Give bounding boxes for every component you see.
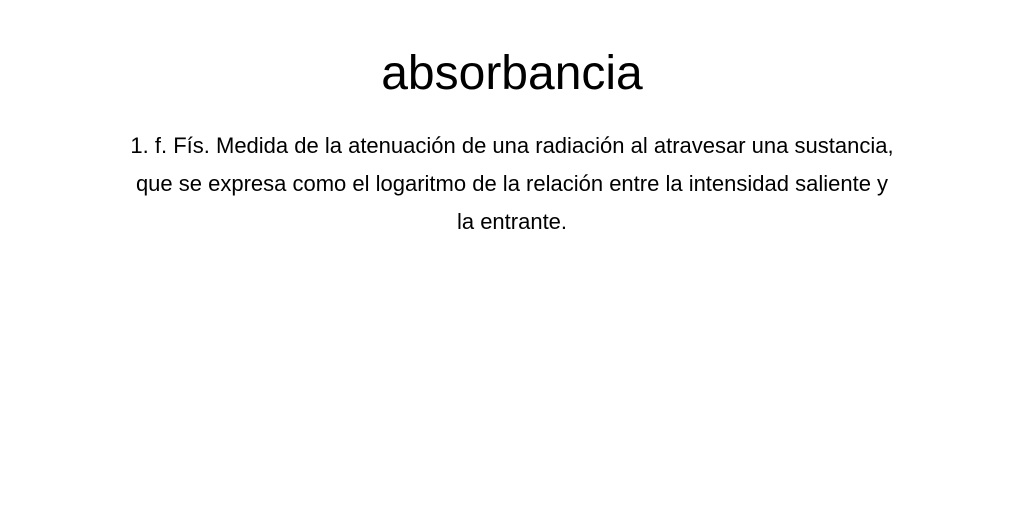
definition-line-3: la entrante.: [456, 209, 568, 234]
definition-line-2: que se expresa como el logaritmo de la relación entre la intensidad saliente y: [135, 171, 889, 196]
entry-definition: [70, 127, 954, 241]
definition-line-1: 1. f. Fís. Medida de la atenuación de una radiación al atravesar una sustancia,: [130, 133, 894, 158]
entry-term: absorbancia: [381, 47, 643, 100]
